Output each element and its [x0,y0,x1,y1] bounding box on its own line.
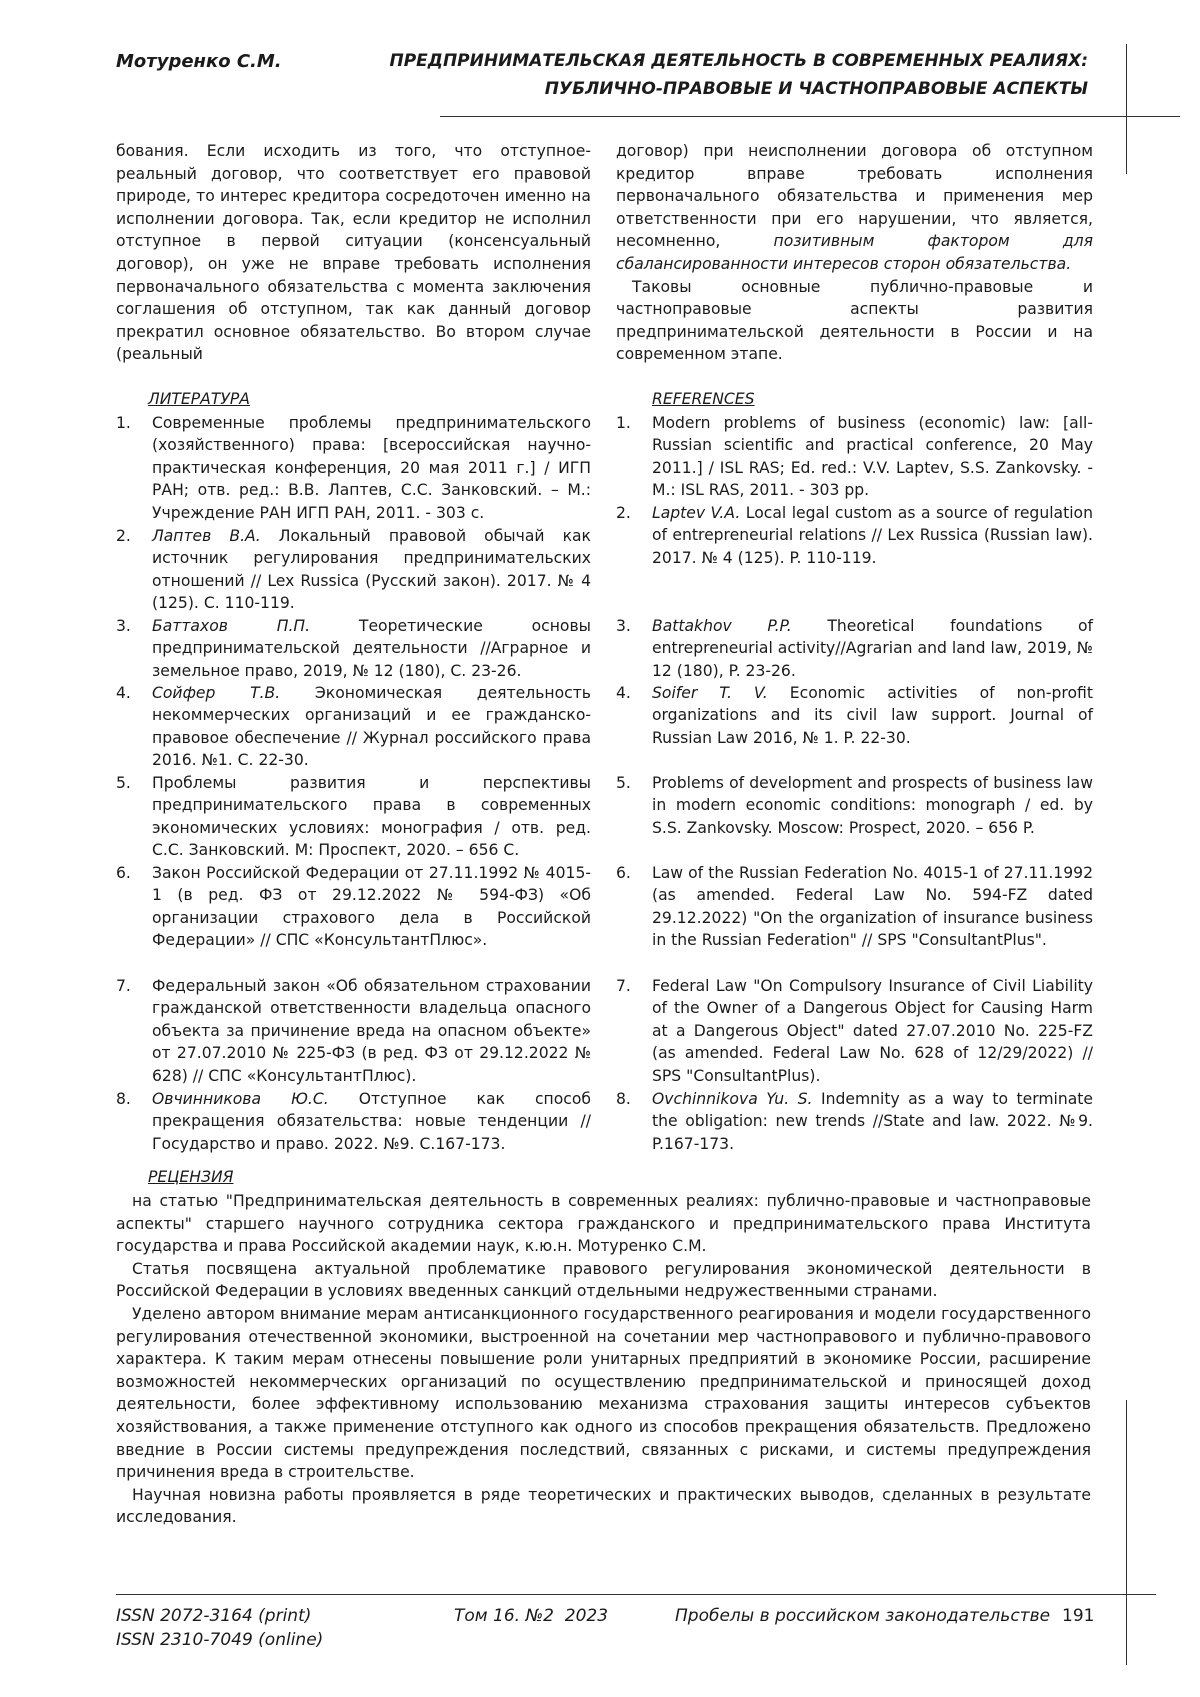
item-text: Law of the Russian Federation No. 4015-1 of 27.11.1992 (as amended. Federal Law No. 594-FZ dated 29.12.2022) "On the organization of insurance business in the Russian Federation" // SPS "ConsultantPlus". [652,864,1093,950]
literature-item [116,862,591,952]
literature-item [116,412,591,524]
body-right-italic: позитивным фактором для сбалансированности интересов сторон обязательства. [616,232,1093,273]
header-title [388,47,1088,103]
footer-volume: Том 16. №2 2023 [454,1606,609,1626]
references-list [616,412,1093,1152]
item-text: Современные проблемы предпринимательского (хозяйственного) права: [всероссийская научно-практическая конференция, 20 мая 2011 г.] / ИГП РАН; отв. ред.: В.В. Лаптев, С.С. Занковский. – М.: Учреждение РАН ИГП РАН, 2011. - 303 с. [152,414,591,522]
item-number: 4. [616,684,631,702]
item-author: Сойфер Т.В. [152,684,281,702]
item-number: 6. [116,864,131,882]
literature-list [116,412,591,1152]
body-right-paragraph-1 [616,140,1093,276]
item-text: Indemnity as a way to terminate the obligation: new trends //State and law. 2022. №9. P.167-173. [652,1090,1093,1153]
body-right-plain: договор) при неисполнении договора об отступном кредитор вправе требовать исполнения первоначального обязательства и применения мер ответственности при его нарушении, что является, несомненно, [616,142,1093,251]
item-text: Modern problems of business (economic) law: [all-Russian scientific and practical conference, 20 May 2011.] / ISL RAS; Ed. red.: V.V. Laptev, S.S. Zankovsky. - M.: ISL RAS, 2011. - 303 pp. [652,414,1093,500]
item-text: Problems of development and prospects of business law in modern economic conditions: monograph / ed. by S.S. Zankovsky. Moscow: Prospect, 2020. – 656 P. [652,774,1093,837]
item-number: 5. [116,774,131,792]
footer-journal: Пробелы в российском законодательстве [675,1606,1051,1626]
literature-item [116,525,591,615]
item-number: 5. [616,774,631,792]
item-number: 1. [116,414,131,432]
reference-item [616,615,1093,682]
item-text: Economic activities of non-profit organizations and its civil law support. Journal of Russian Law 2016, № 1. P. 22-30. [652,684,1093,747]
footer-issn-print: ISSN 2072-3164 (print) [116,1606,312,1626]
reference-item [616,502,1093,569]
item-text: Закон Российской Федерации от 27.11.1992 № 4015-1 (в ред. ФЗ от 29.12.2022 № 594-ФЗ) «Об организации страхового дела в Российской Федерации» // СПС «КонсультантПлюс». [152,864,591,950]
divider-vertical-top [1126,44,1127,174]
item-number: 2. [616,504,631,522]
literature-item [116,682,591,772]
reference-item [616,682,1093,749]
divider-vertical-bottom [1126,1400,1127,1665]
footer-issn-online: ISSN 2310-7049 (online) [116,1630,324,1650]
item-text: Отступное как способ прекращения обязательства: новые тенденции // Государство и право. 2022. №9. С.167-173. [152,1090,591,1153]
review-paragraph: Статья посвящена актуальной проблематике правового регулирования экономической деятельности в Российской Федерации в условиях введенных санкций отдельными недружественными странами. [116,1259,1091,1301]
item-author: Laptev V.A. [652,504,741,522]
review-body [116,1190,1091,1529]
footer-issn [116,1604,323,1652]
literature-item [116,975,591,1087]
item-number: 8. [116,1090,131,1108]
item-author: Лаптев В.А. [152,527,261,545]
divider-horizontal-top [440,116,1180,117]
header-title-line1: ПРЕДПРИНИМАТЕЛЬСКАЯ ДЕЯТЕЛЬНОСТЬ В СОВРЕМЕННЫХ РЕАЛИЯХ: [389,51,1088,71]
item-author: Soifer T. V. [652,684,768,702]
item-number: 2. [116,527,131,545]
body-column-left [116,140,591,366]
literature-heading: ЛИТЕРАТУРА [148,390,250,408]
reference-item [616,862,1093,952]
item-number: 7. [616,977,631,995]
literature-item [116,1088,591,1155]
item-text: Локальный правовой обычай как источник регулирования предпринимательских отношений // Lex Russica (Русский закон). 2017. № 4 (125). С. 110-119. [152,527,591,613]
item-number: 1. [616,414,631,432]
item-number: 6. [616,864,631,882]
item-number: 3. [616,617,631,635]
review-heading: РЕЦЕНЗИЯ [148,1168,234,1186]
literature-item [116,772,591,862]
review-paragraph: Уделено автором внимание мерам антисанкционного государственного реагирования и модели государственного регулирования отечественной экономики, выстроенной на сочетании мер частноправового и публично-правового характера. К таким мерам отнесены повышение роли унитарных предприятий в экономике России, расширение возможностей некоммерческих организаций по осуществлению предпринимательской и приносящей доход деятельности, более эффективному использованию механизма страхования защиты интересов субъектов хозяйствования, а также применение отступного как одного из способов прекращения обязательств. Предложено введние в России системы предупреждения последствий, связанных с рисками, и системы предупреждения причинения вреда в строительстве. [116,1304,1091,1482]
item-text: Федеральный закон «Об обязательном страховании гражданской ответственности владельца опасного объекта за причинение вреда на опасном объекте» от 27.07.2010 № 225-ФЗ (в ред. ФЗ от 29.12.2022 № 628) // СПС «КонсультантПлюс). [152,977,591,1085]
item-text: Local legal custom as a source of regulation of entrepreneurial relations // Lex Russica (Russian law). 2017. № 4 (125). P. 110-119. [652,504,1093,567]
item-number: 3. [116,617,131,635]
reference-item [616,412,1093,502]
item-author: Battakhov P.P. [652,617,792,635]
item-author: Овчинникова Ю.С. [152,1090,329,1108]
item-number: 8. [616,1090,631,1108]
review-paragraph: Научная новизна работы проявляется в ряде теоретических и практических выводов, сделанных в результате исследования. [116,1485,1091,1527]
reference-item [616,1088,1093,1155]
item-number: 7. [116,977,131,995]
body-right-paragraph-2: Таковы основные публично-правовые и частноправовые аспекты развития предпринимательской деятельности в России и на современном этапе. [616,277,1093,364]
reference-item [616,772,1093,839]
item-text: Экономическая деятельность некоммерческих организаций и ее гражданско-правовое обеспечение // Журнал российского права 2016. №1. С. 22-30. [152,684,591,770]
item-text: Federal Law "On Compulsory Insurance of Civil Liability of the Owner of a Dangerous Object for Causing Harm at a Dangerous Object" dated 27.07.2010 No. 225-FZ (as amended. Federal Law No. 628 of 12/29/2022) // SPS "ConsultantPlus). [652,977,1093,1085]
item-number: 4. [116,684,131,702]
page-number: 191 [1062,1606,1095,1626]
divider-horizontal-bottom [116,1594,1156,1595]
review-paragraph: на статью "Предпринимательская деятельность в современных реалиях: публично-правовые и частноправовые аспекты" старшего научного сотрудника сектора гражданского и предпринимательского права Института государства и права Российской академии наук, к.ю.н. Мотуренко С.М. [116,1192,1091,1256]
reference-item [616,975,1093,1087]
header-title-line2: ПУБЛИЧНО-ПРАВОВЫЕ И ЧАСТНОПРАВОВЫЕ АСПЕКТЫ [544,79,1088,99]
item-author: Баттахов П.П. [152,617,311,635]
header-author: Мотуренко С.М. [116,51,282,72]
item-text: Theoretical foundations of entrepreneurial activity//Agrarian and land law, 2019, № 12 (180), P. 23-26. [652,617,1093,680]
item-text: Проблемы развития и перспективы предпринимательского права в современных экономических условиях: монография / отв. ред. С.С. Занковский. М: Проспект, 2020. – 656 С. [152,774,591,860]
literature-item [116,615,591,682]
references-heading: REFERENCES [652,390,755,408]
body-left-paragraph: бования. Если исходить из того, что отступное- реальный договор, что соответствует его правовой природе, то интерес кредитора сосредоточен именно на исполнении договора. Так, если кредитор не исполнил отступное в первой ситуации (консенсуальный договор), он уже не вправе требовать исполнения первоначального обязательства с момента заключения соглашения об отступном, так как данный договор прекратил основное обязательство. Во втором случае (реальный [116,142,591,364]
body-column-right [616,140,1093,366]
item-author: Ovchinnikova Yu. S. [652,1090,813,1108]
item-text: Теоретические основы предпринимательской деятельности //Аграрное и земельное право, 2019, № 12 (180), С. 23-26. [152,617,591,680]
